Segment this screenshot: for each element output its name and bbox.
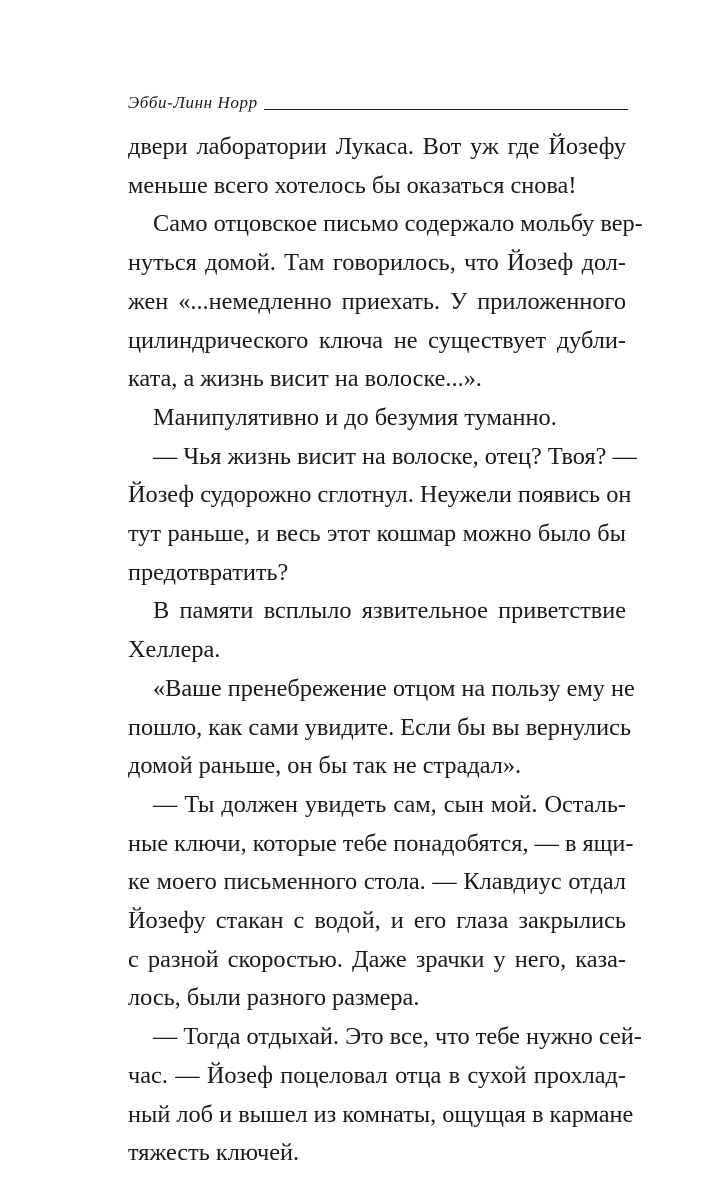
text-line: В памяти всплыло язвительное приветствие xyxy=(153,597,626,625)
text-line: — Тогда отдыхай. Это все, что тебе нужно сей- xyxy=(153,1023,642,1051)
text-line: пошло, как сами увидите. Если бы вы вернулись xyxy=(128,713,632,741)
text-line: двери лаборатории Лукаса. Вот уж где Йозефу xyxy=(128,133,626,160)
text-line: «Ваше пренебрежение отцом на пользу ему не xyxy=(153,674,635,702)
paragraph xyxy=(128,1018,642,1173)
text-line: с разной скоростью. Даже зрачки у него, каза- xyxy=(128,945,626,973)
text-line: час. — Йозеф поцеловал отца в сухой прохлад- xyxy=(128,1061,626,1089)
text-line: ный лоб и вышел из комнаты, ощущая в кармане xyxy=(128,1100,634,1128)
text-line: ные ключи, которые тебе понадобятся, — в ящи- xyxy=(128,829,634,857)
paragraph xyxy=(128,592,626,669)
paragraph xyxy=(128,670,635,786)
text-line: меньше всего хотелось бы оказаться снова! xyxy=(128,171,577,199)
text-line: жен «...немедленно приехать. У приложенного xyxy=(128,287,626,315)
text-line: тут раньше, и весь этот кошмар можно было бы xyxy=(128,520,626,548)
text-line: ке моего письменного стола. — Клавдиус отдал xyxy=(128,868,626,896)
paragraph xyxy=(128,128,626,205)
paragraph xyxy=(128,205,643,399)
text-line: домой раньше, он бы так не страдал». xyxy=(128,752,522,780)
text-line: нуться домой. Там говорилось, что Йозеф дол- xyxy=(128,249,626,277)
paragraph xyxy=(128,399,626,438)
text-line: Само отцовское письмо содержало мольбу вер- xyxy=(153,210,643,238)
body-text xyxy=(128,128,643,1173)
header-rule xyxy=(264,109,628,110)
text-line: — Ты должен увидеть сам, сын мой. Осталь- xyxy=(153,790,626,818)
text-line: Йозеф судорожно сглотнул. Неужели появись он xyxy=(128,481,632,509)
text-line: лось, были разного размера. xyxy=(128,984,420,1012)
paragraph xyxy=(128,438,637,593)
text-line: Манипулятивно и до безумия туманно. xyxy=(153,403,557,431)
text-line: тяжесть ключей. xyxy=(128,1139,300,1167)
text-line: — Чья жизнь висит на волоске, отец? Твоя? — xyxy=(153,442,637,470)
text-line: цилиндрического ключа не существует дубли- xyxy=(128,326,626,354)
paragraph xyxy=(128,786,634,1018)
text-line: Йозефу стакан с водой, и его глаза закрылись xyxy=(128,907,626,935)
text-line: ката, а жизнь висит на волоске...». xyxy=(128,365,482,393)
page-header xyxy=(128,93,628,117)
text-line: Хеллера. xyxy=(128,636,221,664)
running-head-author: Эбби-Линн Норр xyxy=(128,93,258,112)
text-line: предотвратить? xyxy=(128,558,289,586)
